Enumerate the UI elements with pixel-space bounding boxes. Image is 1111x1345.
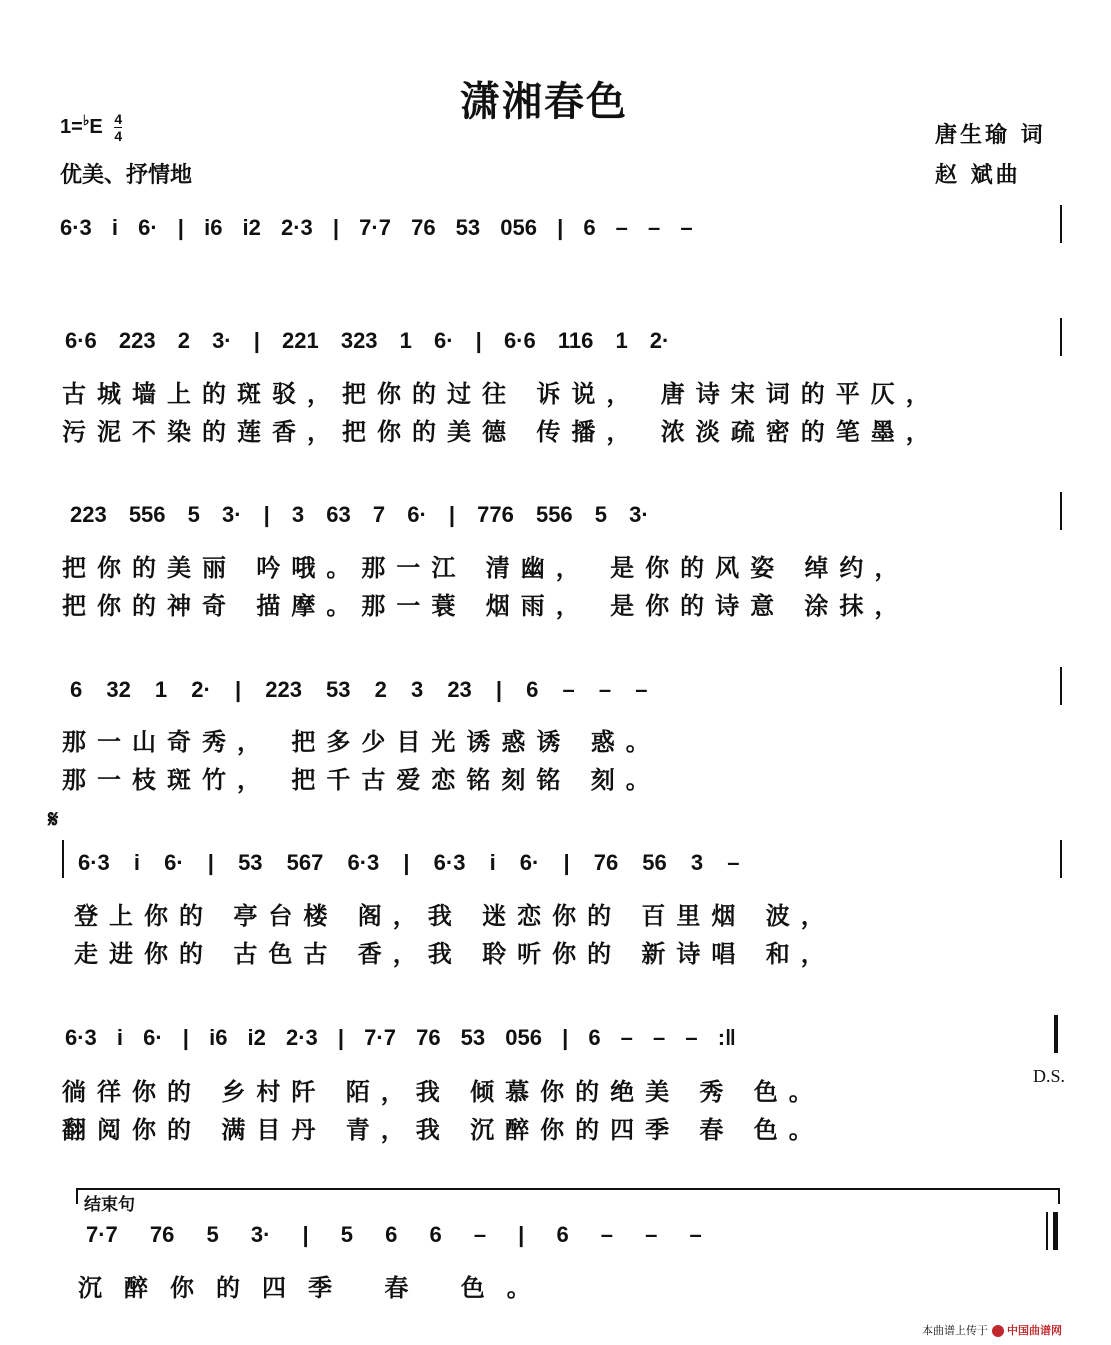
system-5-lyric-2: 走进你的 古色古 香，我 聆听你的 新诗唱 和， — [74, 940, 836, 968]
footer-text — [922, 1322, 1062, 1338]
system-4-lyric-2: 那一枝斑竹， 把千古爱恋铭刻铭 刻。 — [62, 766, 661, 794]
barline — [1060, 205, 1062, 243]
barline — [1060, 840, 1062, 878]
segno-sign: 𝄋 — [48, 805, 59, 833]
tempo-marking: 优美、抒情地 — [60, 163, 193, 188]
system-6-lyric-1: 徜徉你的 乡村阡 陌，我 倾慕你的绝美 秀 色。 — [62, 1078, 824, 1106]
system-5-lyric-1: 登上你的 亭台楼 阁，我 迷恋你的 百里烟 波， — [74, 902, 836, 930]
ending-notes: 7·7 76 5 3· | 5 6 6 – | 6 – – – — [86, 1222, 702, 1247]
system-2-lyric-1: 古城墙上的斑驳，把你的过往 诉说， 唐诗宋词的平仄， — [62, 380, 941, 408]
ending-label: 结束句 — [84, 1195, 135, 1215]
system-2-notes: 6·6 223 2 3· | 221 323 1 6· | 6·6 116 1 2· — [65, 328, 670, 353]
time-bottom: 4 — [114, 128, 123, 144]
system-5-notes: 6·3 i 6· | 53 567 6·3 | 6·3 i 6· | 76 56 3 – — [78, 850, 740, 875]
system-3-lyric-1: 把你的美丽 吟哦。那一江 清幽， 是你的风姿 绰约， — [62, 554, 910, 582]
repeat-barline-thick — [1054, 1015, 1058, 1053]
system-4-notes: 6 32 1 2· | 223 53 2 3 23 | 6 – – – — [70, 677, 648, 702]
system-6-notes: 6·3 i 6· | i6 i2 2·3 | 7·7 76 53 056 | 6 – – – :‖ — [65, 1025, 736, 1050]
ending-bracket-left — [76, 1188, 78, 1204]
barline — [1060, 492, 1062, 530]
final-barline-thin — [1046, 1212, 1048, 1250]
system-4-lyric-1: 那一山奇秀， 把多少目光诱惑诱 惑。 — [62, 728, 661, 756]
song-title: 潇湘春色 — [460, 78, 628, 125]
time-signature — [114, 112, 122, 143]
ending-lyric: 沉醉你的四季 春 色。 — [78, 1274, 553, 1302]
system-6-lyric-2: 翻阅你的 满目丹 青，我 沉醉你的四季 春 色。 — [62, 1116, 824, 1144]
system-3-lyric-2: 把你的神奇 描摩。那一蓑 烟雨， 是你的诗意 涂抹， — [62, 592, 910, 620]
time-top: 4 — [114, 111, 123, 127]
flat-sign: ♭ — [82, 112, 90, 129]
barline — [62, 840, 64, 878]
key-prefix: 1= — [60, 115, 83, 138]
composer-credit: 赵 斌曲 — [935, 163, 1021, 188]
barline — [1060, 667, 1062, 705]
footer-upload-text: 本曲谱上传于 — [922, 1324, 988, 1337]
footer-brand: 中国曲谱网 — [1007, 1324, 1062, 1337]
ds-marking: D.S. — [1033, 1066, 1066, 1086]
ending-bracket-line — [76, 1188, 1060, 1190]
key-signature — [60, 112, 122, 143]
final-barline-thick — [1053, 1212, 1058, 1250]
system-3-notes: 223 556 5 3· | 3 63 7 6· | 776 556 5 3· — [70, 502, 649, 527]
lyricist-credit: 唐生瑜 词 — [935, 123, 1046, 148]
key-letter: E — [89, 115, 103, 138]
system-1-notes: 6·3 i 6· | i6 i2 2·3 | 7·7 76 53 056 | 6 – – – — [60, 215, 693, 240]
footer-logo-icon — [992, 1325, 1004, 1337]
barline — [1060, 318, 1062, 356]
system-2-lyric-2: 污泥不染的莲香，把你的美德 传播， 浓淡疏密的笔墨， — [62, 418, 941, 446]
ending-bracket-right — [1058, 1188, 1060, 1204]
